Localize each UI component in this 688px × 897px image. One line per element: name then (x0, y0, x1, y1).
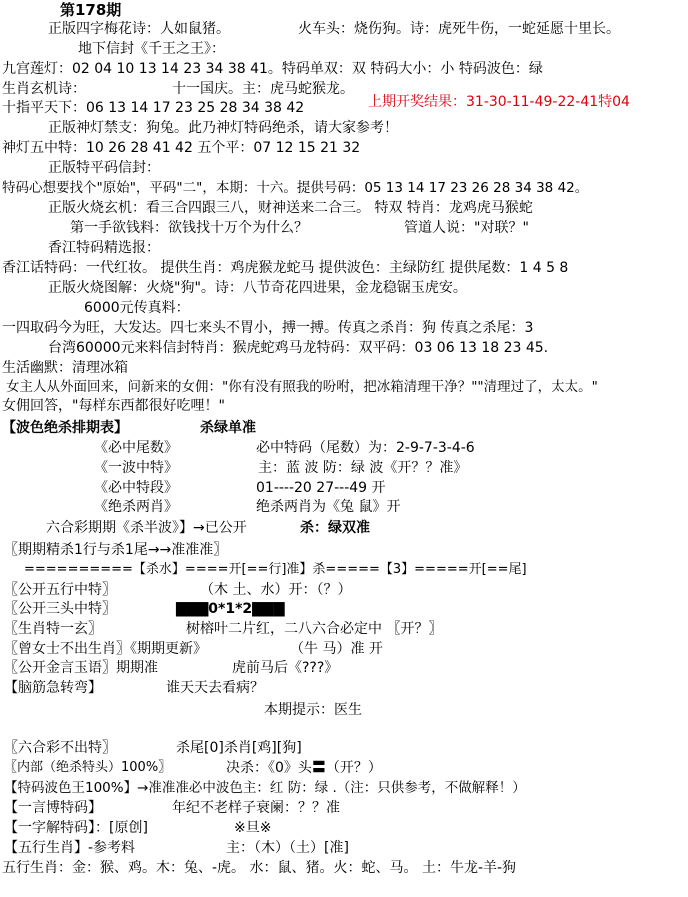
text-line: 十一国庆。主：虎马蛇猴龙。 (172, 81, 354, 97)
text-line: 本期提示：医生 (264, 702, 362, 718)
text-line: 6000元传真料： (84, 300, 190, 316)
text-line: 〖内部（绝杀特头）100%〗 (4, 760, 172, 775)
text-line: 年纪不老样子衰阑：？？准 (172, 800, 340, 816)
row-label: 《绝杀两肖》 (94, 499, 178, 515)
text-line: 第一手欲钱料：欲钱找十万个为什么？ (70, 220, 308, 236)
row-label: 《必中尾数》 (94, 440, 178, 456)
text-line: 神灯五中特：10 26 28 41 42 五个平：07 12 15 21 32 (2, 140, 361, 156)
text-line: 树榕叶二片红，二八六合必定中 〖开？〗 (186, 621, 443, 637)
row-value: 主：蓝 波 防：绿 波《开？？准》 (258, 460, 468, 476)
text-line: 正版四字梅花诗：人如鼠猪。 (48, 21, 230, 37)
text-line: 〖生肖特一玄〗 (4, 621, 102, 637)
text-line: 谁天天去看病？ (166, 680, 264, 696)
text-line: 特码心想要找个"原始"，平码"二"，本期：十六。提供号码：05 13 14 17 23 26 28 34 38 42。 (2, 180, 589, 196)
text-line: 香江话特码：一代红妆。 提供生肖：鸡虎猴龙蛇马 提供波色：主绿防红 提供尾数：1 4 5 8 (2, 260, 569, 276)
text-line: 虎前马后《???》 (232, 660, 339, 676)
text-line: 杀尾[0]杀肖[鸡][狗] (176, 740, 302, 756)
text-line: （牛 马）准 开 (290, 641, 383, 657)
row-value: 绝杀两肖为《兔 鼠》开 (256, 499, 401, 515)
text-line: 女主人从外面回来，问新来的女佣："你有没有照我的吩咐，把冰箱清理干净？""清理过了，太太。" (6, 379, 598, 395)
text-line: 〖期期精杀1行与杀1尾→→准准准〗 (4, 542, 228, 558)
text-line: 正版火烧玄机：看三合四跟三八，财神送来二合三。 特双 特肖：龙鸡虎马猴蛇 (48, 200, 533, 216)
text-line: 地下信封《千王之王》： (78, 41, 225, 57)
text-line: 【脑筋急转弯】 (4, 680, 102, 696)
text-line: 生肖玄机诗： (2, 81, 86, 97)
text-line: 【一字解特码】：[原创] (4, 820, 148, 836)
text-line: 〖公开五行中特〗 (4, 582, 116, 598)
text-line: 正版火烧图解：火烧"狗"。诗：八节奇花四进果，金龙稳锯玉虎安。 (48, 280, 467, 296)
text-line: 决杀：《0》头〓（开？） (226, 760, 382, 776)
text-line: 【五行生肖】-参考料 (4, 840, 136, 856)
text-line: 主：（木）（土）[准] (226, 840, 349, 856)
text-line: ▇▇▇0*1*2▇▇▇ (176, 601, 285, 617)
text-line: 十指平天下：06 13 14 17 23 25 28 34 38 42 (2, 100, 305, 116)
text-line: 【一言博特码】 (4, 800, 102, 816)
issue-title: 第178期 (60, 1, 122, 19)
text-line: 〖六合彩不出特〗 (4, 740, 116, 756)
text-line: 九宫莲灯：02 04 10 13 14 23 34 38 41。特码单双：双 特码大小：小 特码波色：绿 (2, 61, 543, 77)
section-header-right: 杀绿单准 (200, 420, 256, 436)
liuhe-right: 杀：绿双准 (300, 520, 370, 536)
text-line: 正版特平码信封： (48, 160, 160, 176)
text-line: 管道人说："对联？" (404, 220, 529, 236)
row-label: 《必中特段》 (94, 480, 178, 496)
row-value: 01----20 27---49 开 (256, 480, 386, 496)
row-label: 《一波中特》 (94, 460, 178, 476)
text-line: 台湾60000元来料信封特肖：猴虎蛇鸡马龙特码：双平码：03 06 13 18 23 45. (48, 340, 549, 356)
liuhe-left: 六合彩期期《杀半波》】→已公开 (46, 520, 247, 536)
text-line: 女佣回答，"每样东西都很好吃哩！" (2, 398, 225, 414)
text-line: ==========【杀水】====开[==行]准】杀=====【3】=====开[==尾] (24, 562, 527, 577)
text-line: 〖曾女士不出生肖〗《期期更新》 (4, 641, 207, 657)
text-line: ※旦※ (234, 820, 272, 836)
text-line: 〖公开金言玉语〗期期准 (4, 660, 158, 676)
last-draw-result: 上期开奖结果：31-30-11-49-22-41特04 (368, 94, 630, 110)
text-line: 【特码波色王100%】→准准准必中波色主：红 防：绿 .（注：只供参考，不做解释！） (4, 780, 526, 796)
row-value: 必中特码（尾数）为：2-9-7-3-4-6 (256, 440, 475, 456)
section-header: 【波色绝杀排期表】 (2, 420, 128, 436)
text-line: （木 土、水）开：（？） (200, 582, 352, 598)
text-line: 一四取码今为旺，大发达。四七来头不胃小，搏一搏。传真之杀肖：狗 传真之杀尾：3 (2, 320, 534, 336)
text-line: 正版神灯禁支：狗兔。此乃神灯特码绝杀，请大家参考！ (48, 120, 398, 136)
text-line: 火车头：烧伤狗。诗：虎死牛伤，一蛇延愿十里长。 (298, 21, 620, 37)
text-line: 〖公开三头中特〗 (4, 601, 116, 617)
text-line: 五行生肖：金：猴、鸡。木：兔、-虎。 水：鼠、猪。火：蛇、马。 土：牛龙-羊-狗 (2, 860, 517, 876)
text-line: 生活幽默：清理冰箱 (2, 360, 128, 376)
text-line: 香江特码精选报： (48, 240, 160, 256)
